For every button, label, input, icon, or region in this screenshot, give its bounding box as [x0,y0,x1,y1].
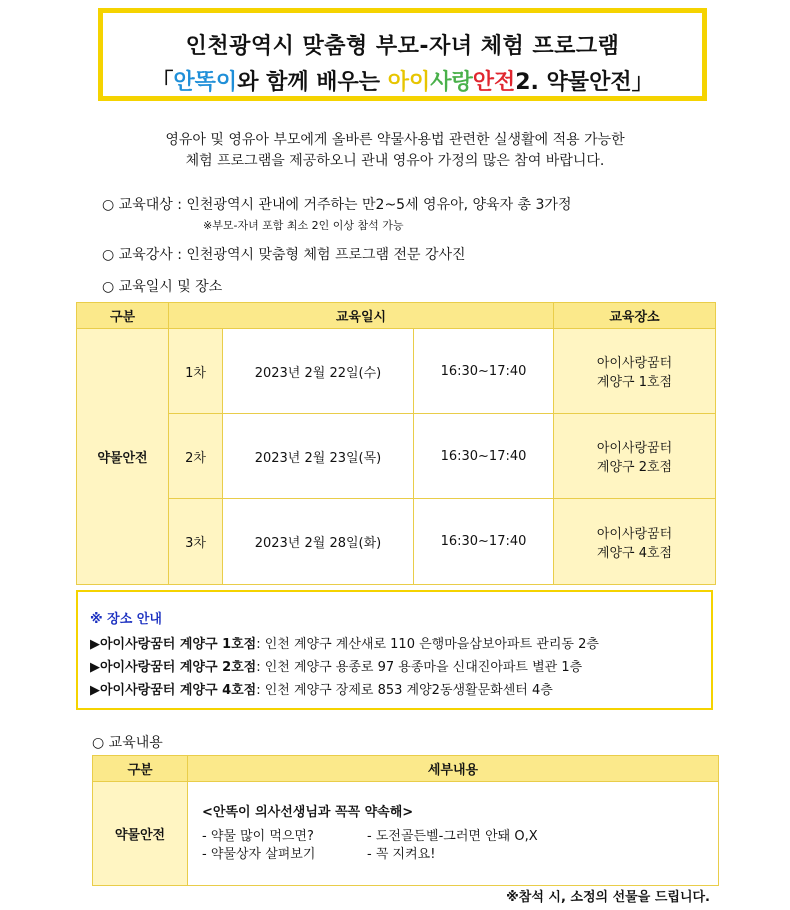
title-part-c1: 아이 [387,70,431,95]
schedule-table [76,302,716,585]
content-row [202,828,718,846]
schedule-label: ○ 교육일시 및 장소 [102,279,223,295]
content-item: - 약물상자 살펴보기 [202,846,316,862]
intro-line-2: 체험 프로그램을 제공하오니 관내 영유아 가정의 많은 참여 바랍니다. [185,153,605,169]
content-header-detail: 세부내용 [188,756,719,782]
content-detail-cell [188,782,719,886]
footer-note: ※참석 시, 소정의 선물을 드립니다. [506,890,710,905]
title-part-d: 2. 약물안전」 [515,70,654,95]
venue-heading: ※ 장소 안내 [90,612,162,627]
intro-line-1: 영유아 및 영유아 부모에게 올바른 약물사용법 관련한 실생활에 적용 가능한 [165,132,625,148]
venue-name: ▶아이사랑꿈터 계양구 1호점 [90,637,257,652]
venue-name: ▶아이사랑꿈터 계양구 4호점 [90,683,257,698]
place-name: 아이사랑꿈터 [596,441,673,456]
venue-line [90,656,582,675]
venue-line [90,633,599,652]
time-cell: 16:30~17:40 [414,329,554,414]
content-item: - 약물 많이 먹으면? [202,828,314,844]
venue-line [90,679,553,698]
target-note: ※부모-자녀 포함 최소 2인 이상 참석 가능 [203,219,404,232]
title-open-bracket: 「 [151,70,174,95]
content-table [92,755,719,886]
round-cell: 3차 [169,499,223,585]
place-branch: 계양구 2호점 [596,460,673,475]
content-label: ○ 교육내용 [92,735,163,751]
content-item: - 도전골든벨-그러면 안돼 O,X [367,828,538,844]
title-part-c3: 안전 [472,70,516,95]
time-cell: 16:30~17:40 [414,499,554,585]
instructor-line: ○ 교육강사 : 인천광역시 맞춤형 체험 프로그램 전문 강사진 [102,247,466,263]
date-cell: 2023년 2월 22일(수) [223,329,414,414]
content-item: - 꼭 지켜요! [367,846,436,862]
round-cell: 2차 [169,414,223,499]
title-line-2 [103,65,702,96]
schedule-category-cell: 약물안전 [77,329,169,585]
content-header-category: 구분 [93,756,188,782]
venue-address: : 인천 계양구 용종로 97 용종마을 신대진아파트 별관 1층 [256,660,583,675]
place-name: 아이사랑꿈터 [596,526,673,542]
time-cell: 16:30~17:40 [414,414,554,499]
schedule-header-place: 교육장소 [554,303,716,329]
title-box [98,8,707,101]
title-part-b: 와 함께 배우는 [237,70,388,95]
schedule-header-category: 구분 [77,303,169,329]
content-title: <안똑이 의사선생님과 꼭꼭 약속해> [202,804,414,820]
round-cell: 1차 [169,329,223,414]
date-cell: 2023년 2월 28일(화) [223,499,414,585]
place-branch: 계양구 4호점 [596,545,673,561]
schedule-header-datetime: 교육일시 [169,303,554,329]
place-cell [554,414,716,499]
place-cell [554,329,716,414]
date-cell: 2023년 2월 23일(목) [223,414,414,499]
venue-info-box [76,590,713,710]
title-line-1: 인천광역시 맞춤형 부모-자녀 체험 프로그램 [185,34,620,59]
target-line: ○ 교육대상 : 인천광역시 관내에 거주하는 만2~5세 영유아, 양육자 총 3가정 [102,197,572,213]
place-branch: 계양구 1호점 [596,375,673,390]
content-row [202,846,718,864]
venue-address: : 인천 계양구 장제로 853 계양2동생활문화센터 4층 [256,683,553,698]
place-name: 아이사랑꿈터 [596,356,673,371]
venue-address: : 인천 계양구 계산새로 110 은행마을삼보아파트 관리동 2층 [256,637,599,652]
place-cell [554,499,716,585]
title-part-a: 안똑이 [173,70,238,95]
title-part-c2: 사랑 [430,70,473,95]
venue-name: ▶아이사랑꿈터 계양구 2호점 [90,660,257,675]
content-category-cell: 약물안전 [93,782,188,886]
